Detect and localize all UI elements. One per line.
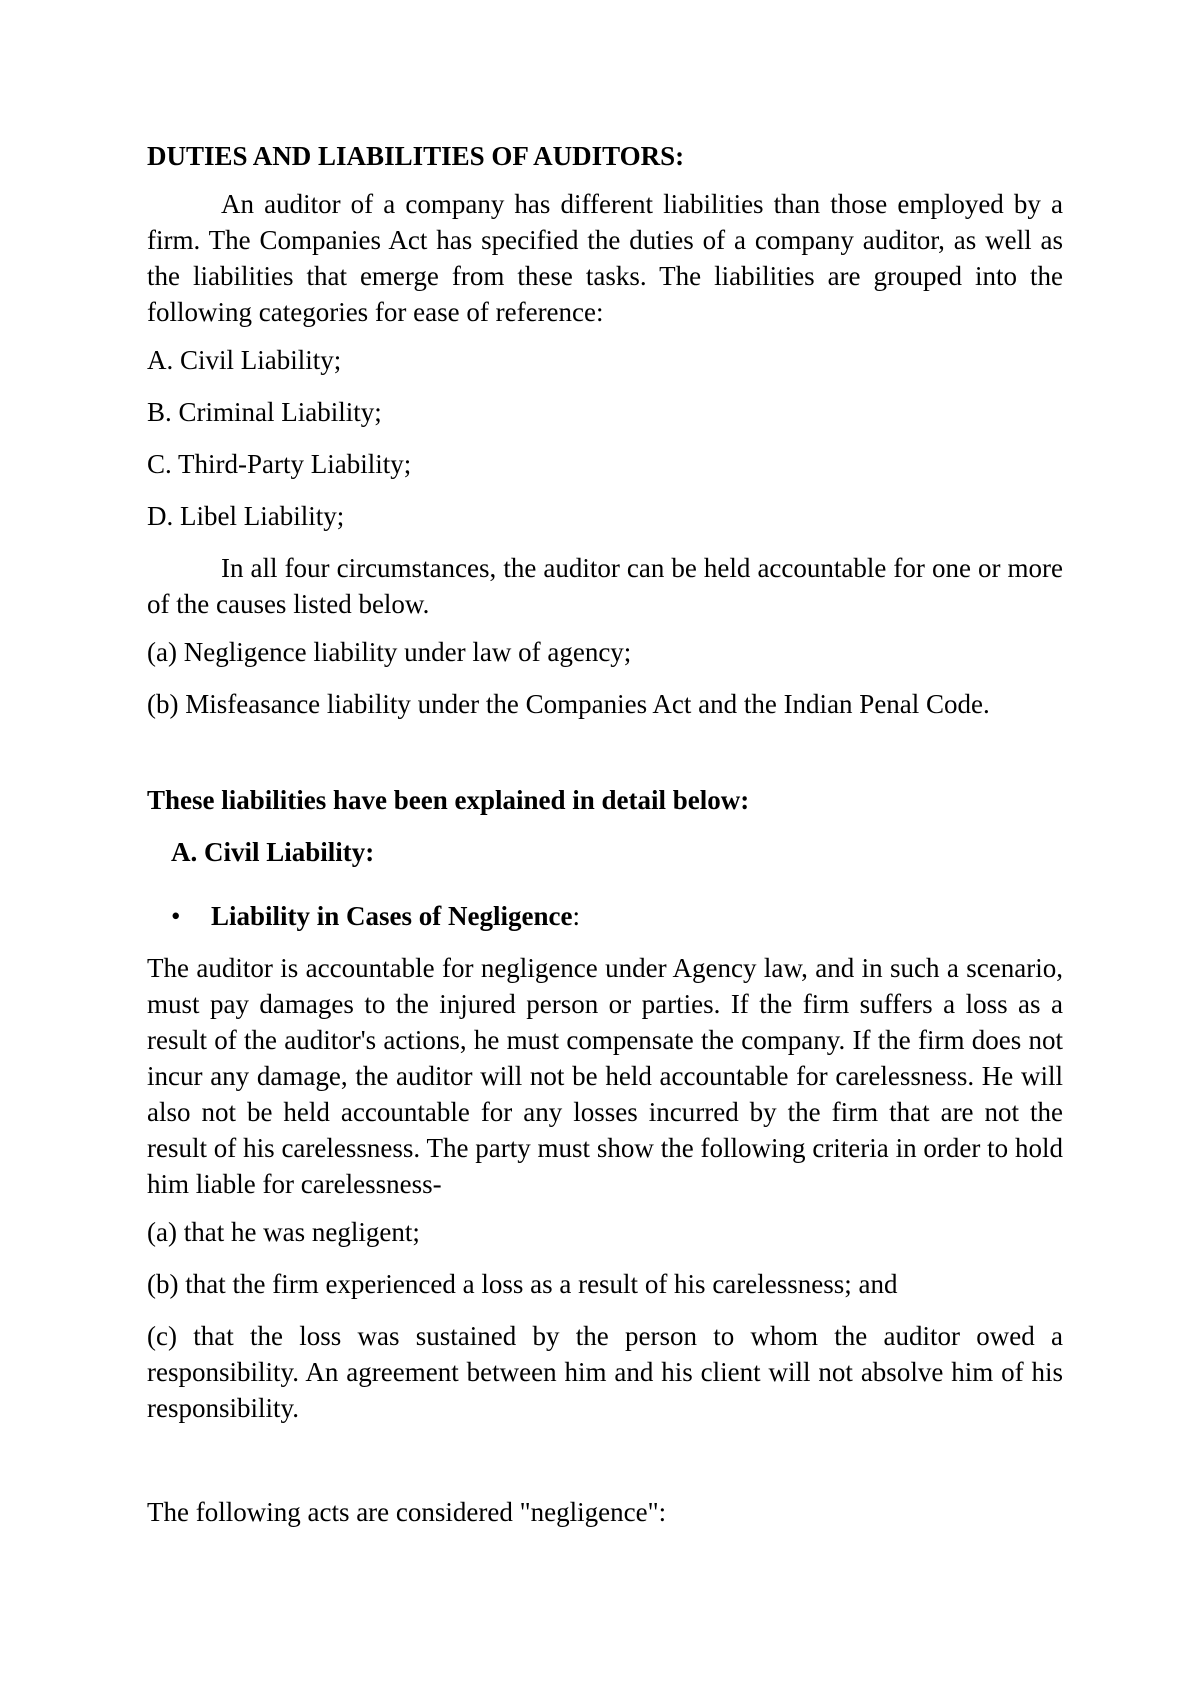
criteria-item-c: (c) that the loss was sustained by the person to whom the auditor owed a responsibility. An agreement between him and his client will not absolve him of his responsibility.	[147, 1321, 1063, 1423]
subsection-heading: A. Civil Liability:	[171, 837, 375, 867]
criteria-item-a: (a) that he was negligent;	[147, 1217, 420, 1247]
category-item-libel: D. Libel Liability;	[147, 501, 345, 531]
intro-paragraph: An auditor of a company has different liabilities than those employed by a firm. The Companies Act has specified the duties of a company auditor, as well as the liabilities that emerge from these tasks. The liabilities are grouped into the following categories for ease of reference:	[147, 189, 1063, 327]
spacer	[147, 1438, 1063, 1494]
category-item-criminal: B. Criminal Liability;	[147, 397, 382, 427]
bullet-item	[171, 898, 1063, 934]
document-title: DUTIES AND LIABILITIES OF AUDITORS:	[147, 141, 685, 171]
document-page	[147, 138, 1063, 1546]
cause-item-misfeasance: (b) Misfeasance liability under the Companies Act and the Indian Penal Code.	[147, 689, 990, 719]
negligence-paragraph: The auditor is accountable for negligence under Agency law, and in such a scenario, must pay damages to the injured person or parties. If the firm suffers a loss as a result of the auditor's actions, he must compensate the company. If the firm does not incur any damage, the auditor will not be held accountable for carelessness. He will also not be held accountable for any losses incurred by the firm that are not the result of his carelessness. The party must show the following criteria in order to hold him liable for carelessness-	[147, 953, 1063, 1199]
criteria-item-b: (b) that the firm experienced a loss as a result of his carelessness; and	[147, 1269, 898, 1299]
bullet-suffix: :	[572, 901, 580, 931]
section-heading: These liabilities have been explained in detail below:	[147, 785, 750, 815]
category-item-third-party: C. Third-Party Liability;	[147, 449, 412, 479]
category-item-civil: A. Civil Liability;	[147, 345, 342, 375]
bullet-icon: •	[171, 901, 181, 931]
bullet-heading: Liability in Cases of Negligence	[211, 901, 573, 931]
causes-intro-paragraph: In all four circumstances, the auditor can be held accountable for one or more of the causes listed below.	[147, 553, 1063, 619]
closing-line: The following acts are considered "negligence":	[147, 1497, 667, 1527]
spacer	[147, 738, 1063, 782]
cause-item-negligence: (a) Negligence liability under law of agency;	[147, 637, 632, 667]
bullet-text	[211, 898, 580, 934]
